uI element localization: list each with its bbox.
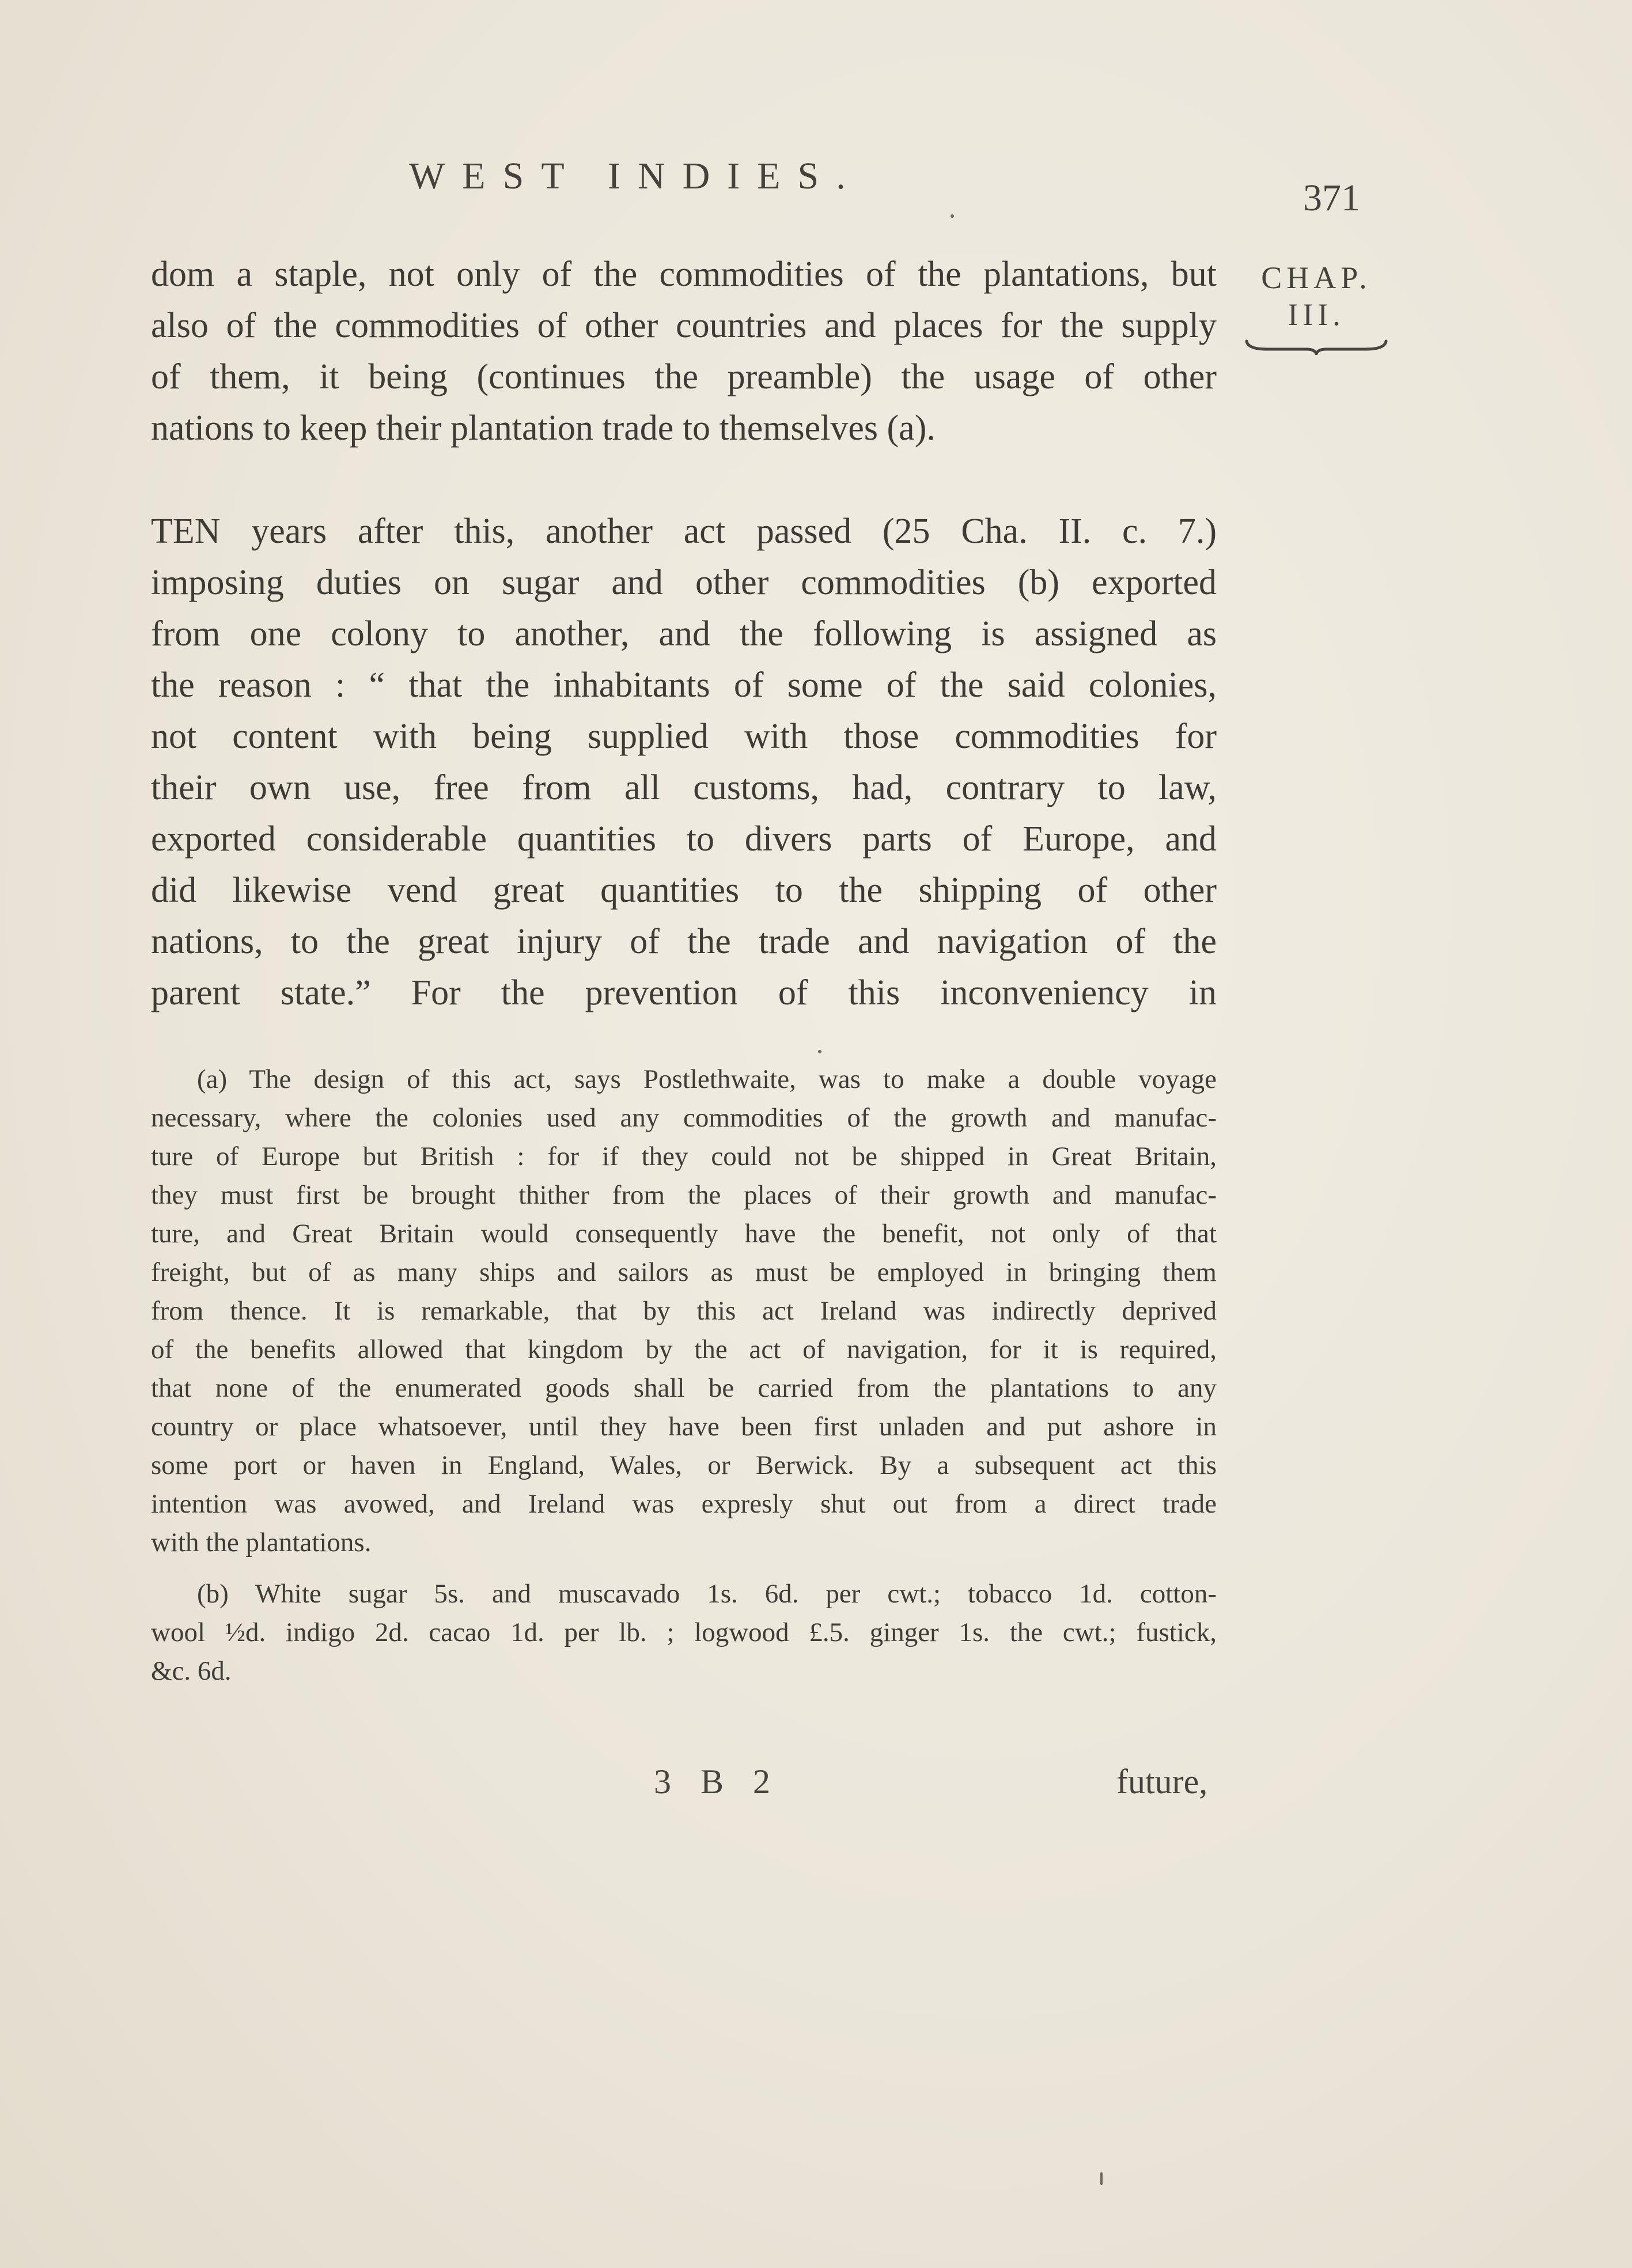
text-line: exported considerable quantities to divers parts of Europe, and (151, 819, 1217, 859)
footnote-line: with the plantations. (151, 1528, 372, 1558)
text-line: nations, to the great injury of the trade and navigation of the (151, 922, 1217, 961)
chapter-label: CHAP. (1261, 260, 1372, 295)
footnote-line: from thence. It is remarkable, that by this act Ireland was indirectly deprived (151, 1296, 1217, 1326)
text-line: imposing duties on sugar and other commodities (b) exported (151, 563, 1217, 602)
footnote-line: ture of Europe but British : for if they could not be shipped in Great Britain, (151, 1141, 1217, 1171)
footnote-a (151, 1060, 1217, 1562)
paper-speck (951, 214, 954, 218)
paragraph-continued (151, 249, 1217, 454)
footnote-line: of the benefits allowed that kingdom by the act of navigation, for it is required, (151, 1335, 1217, 1364)
text-line: dom a staple, not only of the commodities of the plantations, but (151, 255, 1217, 294)
text-line: parent state.” For the prevention of this inconveniency in (151, 973, 1217, 1012)
footnote-line: freight, but of as many ships and sailors as must be employed in bringing them (151, 1257, 1217, 1287)
text-line: their own use, free from all customs, had, contrary to law, (151, 768, 1217, 807)
text-line: the reason : “ that the inhabitants of some of the said colonies, (151, 666, 1217, 705)
paper-speck (1100, 2172, 1103, 2185)
signature-mark: 3 B 2 (654, 1763, 781, 1801)
brace-ornament (1244, 335, 1388, 355)
footnote-line: wool ½d. indigo 2d. cacao 1d. per lb. ; logwood £.5. ginger 1s. the cwt.; fustick, (151, 1617, 1217, 1647)
chapter-margin-note (1239, 259, 1394, 355)
footnote-line: that none of the enumerated goods shall be carried from the plantations to any (151, 1373, 1217, 1403)
text-line: of them, it being (continues the preamble) the usage of other (151, 357, 1217, 396)
page-number: 371 (1303, 177, 1360, 219)
footnote-line: (a) The design of this act, says Postlethwaite, was to make a double voyage (197, 1064, 1217, 1094)
chapter-number: III. (1288, 297, 1345, 332)
footnote-line: some port or haven in England, Wales, or Berwick. By a subsequent act this (151, 1450, 1217, 1480)
footnote-line: ture, and Great Britain would consequently have the benefit, not only of that (151, 1219, 1217, 1249)
footnotes (151, 1060, 1217, 1691)
footnote-line: country or place whatsoever, until they have been first unladen and put ashore in (151, 1412, 1217, 1442)
paper-speck (818, 1050, 821, 1053)
text-line: not content with being supplied with those commodities for (151, 717, 1217, 756)
footnote-b (151, 1575, 1217, 1691)
footnote-line: necessary, where the colonies used any commodities of the growth and manufac- (151, 1103, 1217, 1133)
footnote-line: they must first be brought thither from the places of their growth and manufac- (151, 1180, 1217, 1210)
paragraph-ten-years (151, 506, 1217, 1019)
footnote-line: intention was avowed, and Ireland was expresly shut out from a direct trade (151, 1489, 1217, 1519)
text-line: TEN years after this, another act passed (25 Cha. II. c. 7.) (151, 512, 1217, 551)
running-head: WEST INDIES. (409, 155, 863, 197)
text-line: nations to keep their plantation trade to themselves (a). (151, 409, 936, 448)
footnote-line: &c. 6d. (151, 1656, 232, 1686)
text-line: from one colony to another, and the following is assigned as (151, 614, 1217, 653)
catchword: future, (1116, 1763, 1208, 1801)
text-line: did likewise vend great quantities to the shipping of other (151, 871, 1217, 910)
text-line: also of the commodities of other countries and places for the supply (151, 306, 1217, 345)
footnote-line: (b) White sugar 5s. and muscavado 1s. 6d. per cwt.; tobacco 1d. cotton- (197, 1579, 1217, 1609)
